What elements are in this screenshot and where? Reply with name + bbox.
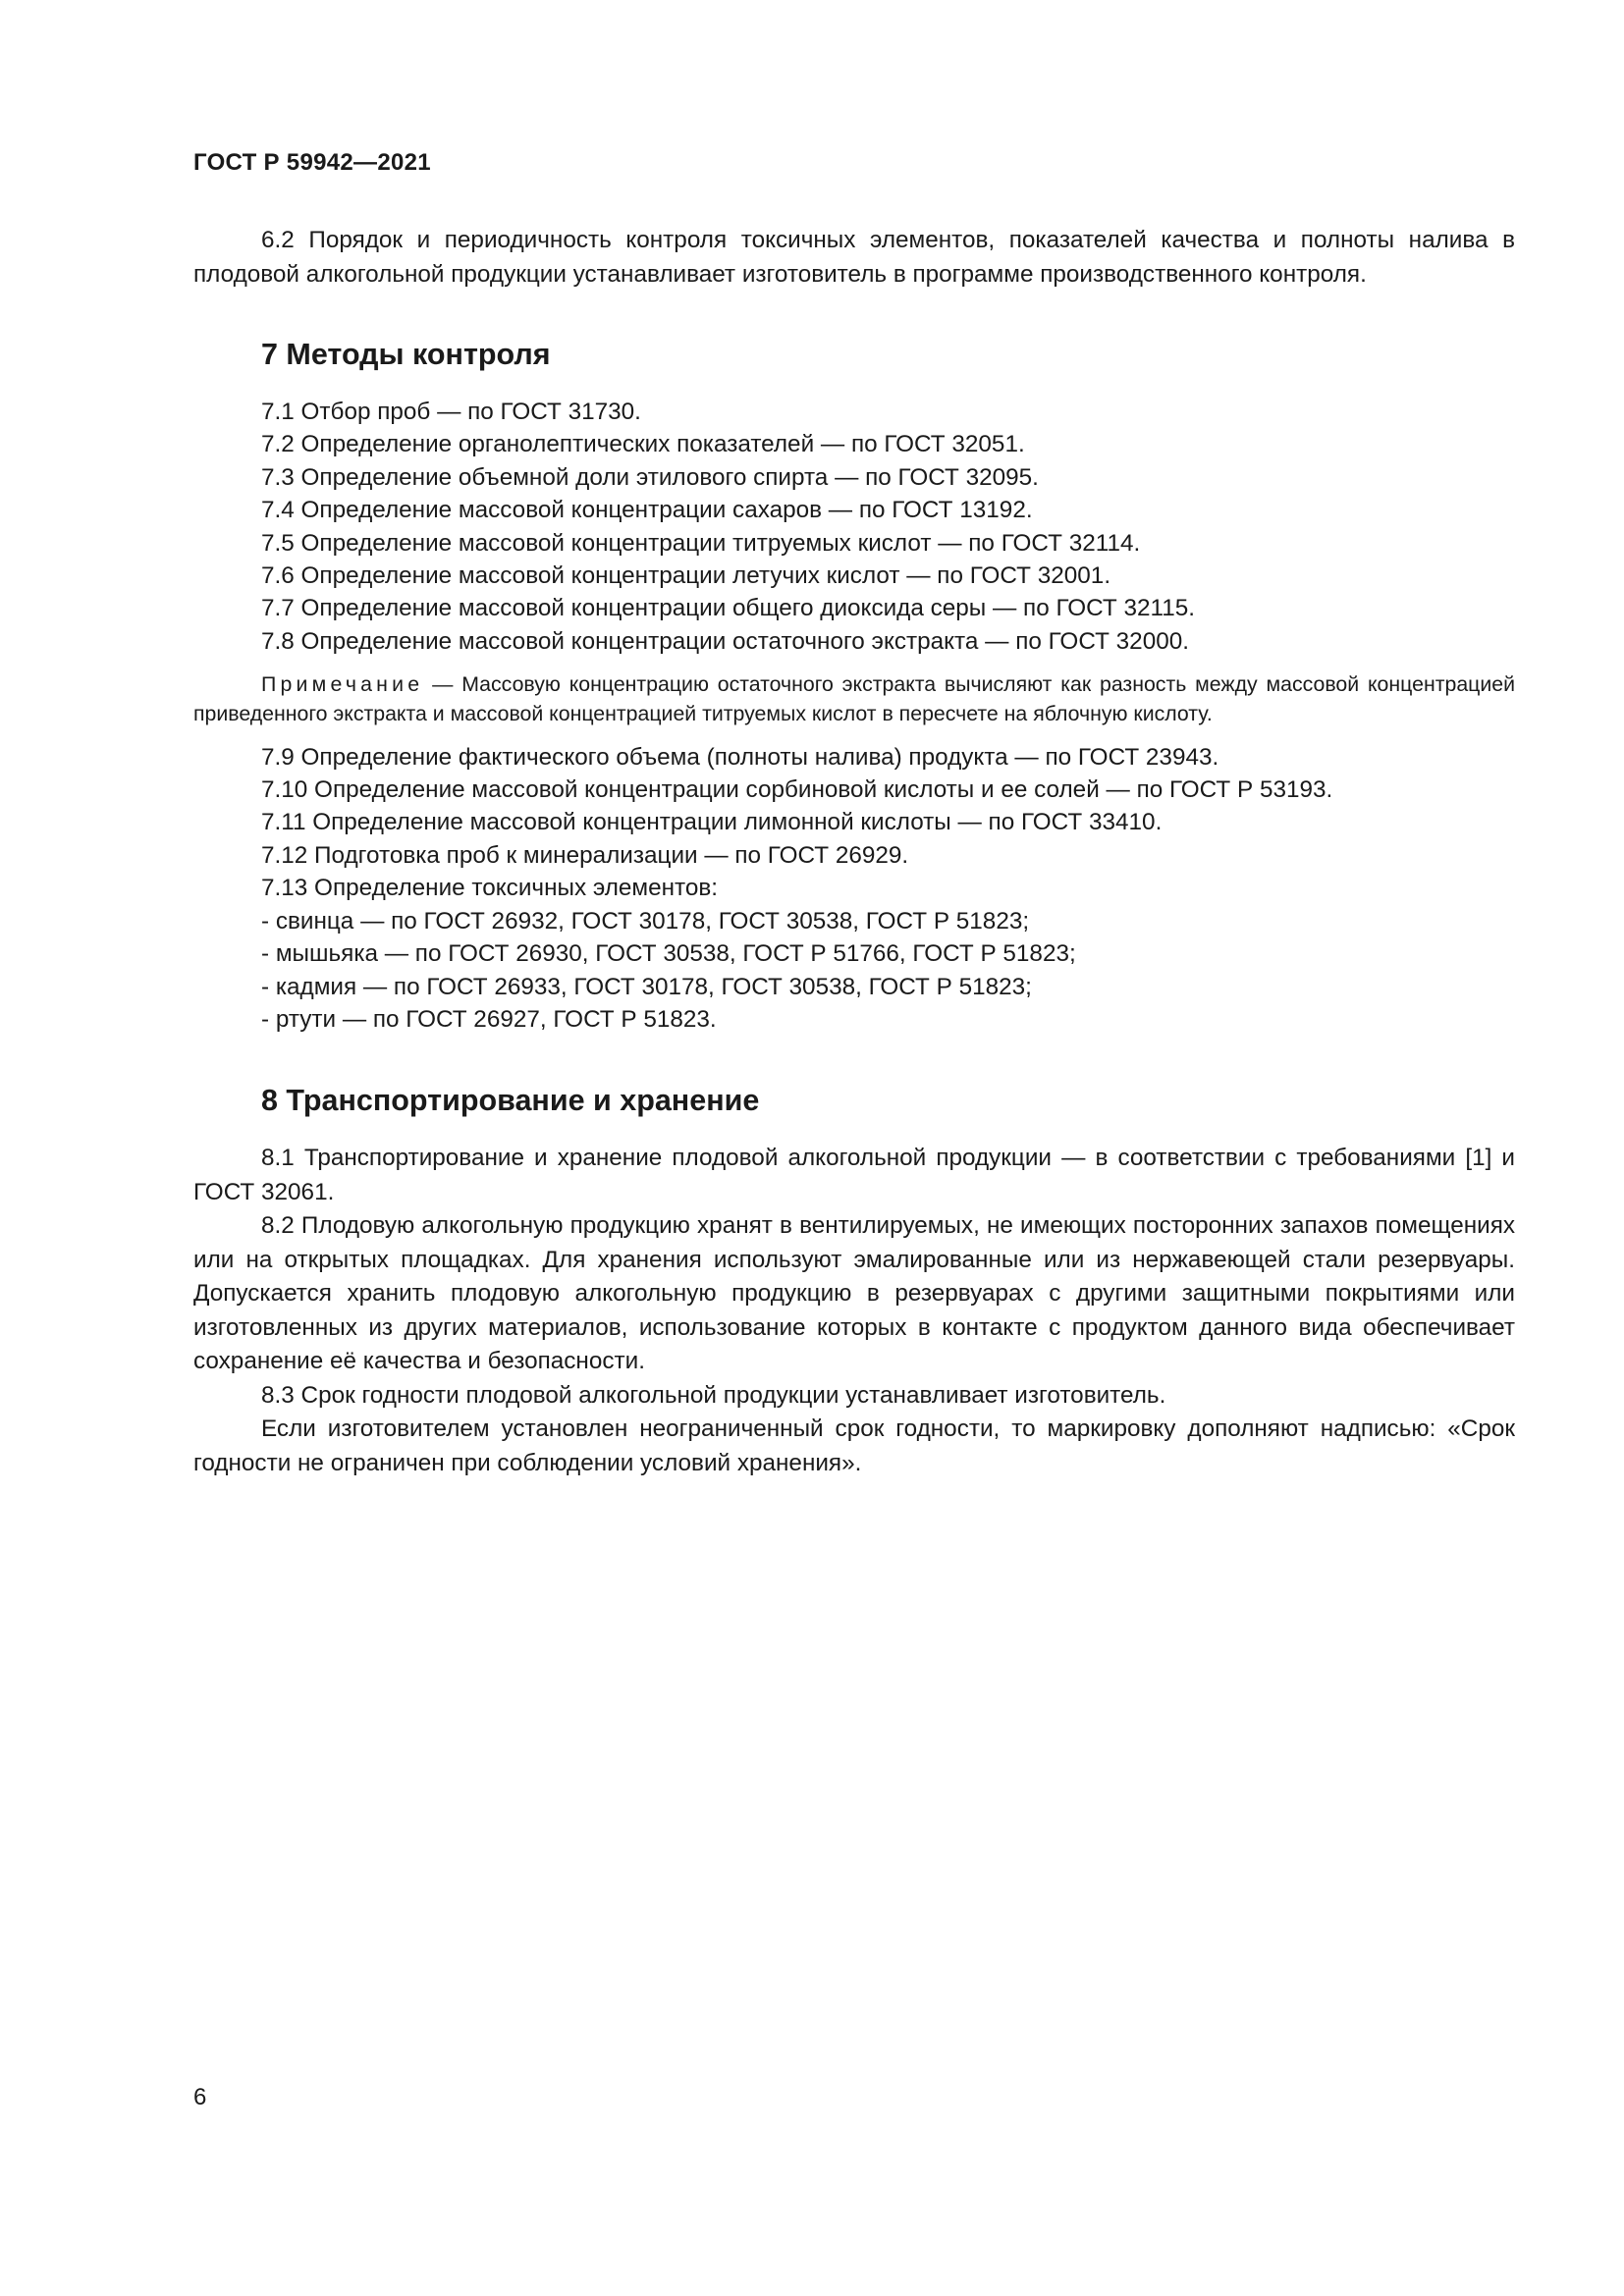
list-item: 7.1 Отбор проб — по ГОСТ 31730. — [261, 399, 641, 425]
section-7-heading: 7 Методы контроля — [261, 338, 551, 371]
document-header-code: ГОСТ Р 59942—2021 — [193, 149, 431, 176]
section-7-list-before-note — [193, 396, 1515, 658]
document-body — [193, 224, 1515, 1480]
list-item: 7.3 Определение объемной доли этилового спирта — по ГОСТ 32095. — [261, 463, 1039, 491]
list-item: 7.10 Определение массовой концентрации сорбиновой кислоты и ее солей — по ГОСТ Р 53193. — [261, 776, 1333, 804]
list-item: 7.7 Определение массовой концентрации общего диоксида серы — по ГОСТ 32115. — [261, 595, 1196, 622]
paragraph-8-1: 8.1 Транспортирование и хранение плодовой алкогольной продукции — в соответствии с требованиями [1] и ГОСТ 32061. — [193, 1145, 1515, 1205]
list-item: 7.6 Определение массовой концентрации летучих кислот — по ГОСТ 32001. — [261, 562, 1111, 590]
list-item: 7.13 Определение токсичных элементов: — [261, 875, 719, 902]
paragraph-8-3: 8.3 Срок годности плодовой алкогольной продукции устанавливает изготовитель. — [261, 1381, 1166, 1409]
list-item: 7.4 Определение массовой концентрации сахаров — по ГОСТ 13192. — [261, 497, 1033, 524]
paragraph-8-2: 8.2 Плодовую алкогольную продукцию хранят в вентилируемых, не имеющих посторонних запахов помещениях или на открытых площадках. Для хранения используют эмалированные или из нержавеющей стали резервуары. Допускается хранить плодовую алкогольную продукцию в резервуарах с другими защитными покрытиями или изготовленных из других материалов, использование которых в контакте с продуктом данного вида обеспечивает сохранение её качества и безопасности. — [193, 1212, 1515, 1375]
toxic-element-item: - свинца — по ГОСТ 26932, ГОСТ 30178, ГОСТ 30538, ГОСТ Р 51823; — [261, 907, 1030, 934]
toxic-element-item: - кадмия — по ГОСТ 26933, ГОСТ 30178, ГОСТ 30538, ГОСТ Р 51823; — [261, 973, 1032, 1000]
list-item: 7.12 Подготовка проб к минерализации — по ГОСТ 26929. — [261, 841, 909, 869]
note-label: Примечание — [261, 672, 424, 697]
list-item: 7.5 Определение массовой концентрации титруемых кислот — по ГОСТ 32114. — [261, 529, 1141, 557]
note-paragraph — [193, 669, 1515, 728]
list-item: 7.2 Определение органолептических показателей — по ГОСТ 32051. — [261, 431, 1025, 458]
section-7-list-after-note — [193, 741, 1515, 1037]
list-item: 7.11 Определение массовой концентрации лимонной кислоты — по ГОСТ 33410. — [261, 809, 1163, 836]
paragraph-6-2: 6.2 Порядок и периодичность контроля токсичных элементов, показателей качества и полноты налива в плодовой алкогольной продукции устанавливает изготовитель в программе производственного контроля. — [193, 227, 1515, 288]
section-8-heading: 8 Транспортирование и хранение — [261, 1084, 760, 1118]
page-number: 6 — [193, 2084, 207, 2110]
list-item: 7.9 Определение фактического объема (полноты налива) продукта — по ГОСТ 23943. — [261, 743, 1219, 771]
note-text: — Массовую концентрацию остаточного экстракта вычисляют как разность между массовой концентрацией приведенного экстракта и массовой концентрацией титруемых кислот в пересчете на яблочную кислоту. — [193, 672, 1515, 726]
toxic-element-item: - ртути — по ГОСТ 26927, ГОСТ Р 51823. — [261, 1005, 717, 1033]
toxic-element-item: - мышьяка — по ГОСТ 26930, ГОСТ 30538, ГОСТ Р 51766, ГОСТ Р 51823; — [261, 940, 1076, 968]
list-item: 7.8 Определение массовой концентрации остаточного экстракта — по ГОСТ 32000. — [261, 627, 1189, 655]
paragraph-8-3-continuation: Если изготовителем установлен неограниченный срок годности, то маркировку дополняют надписью: «Срок годности не ограничен при соблюдении условий хранения». — [193, 1415, 1515, 1476]
